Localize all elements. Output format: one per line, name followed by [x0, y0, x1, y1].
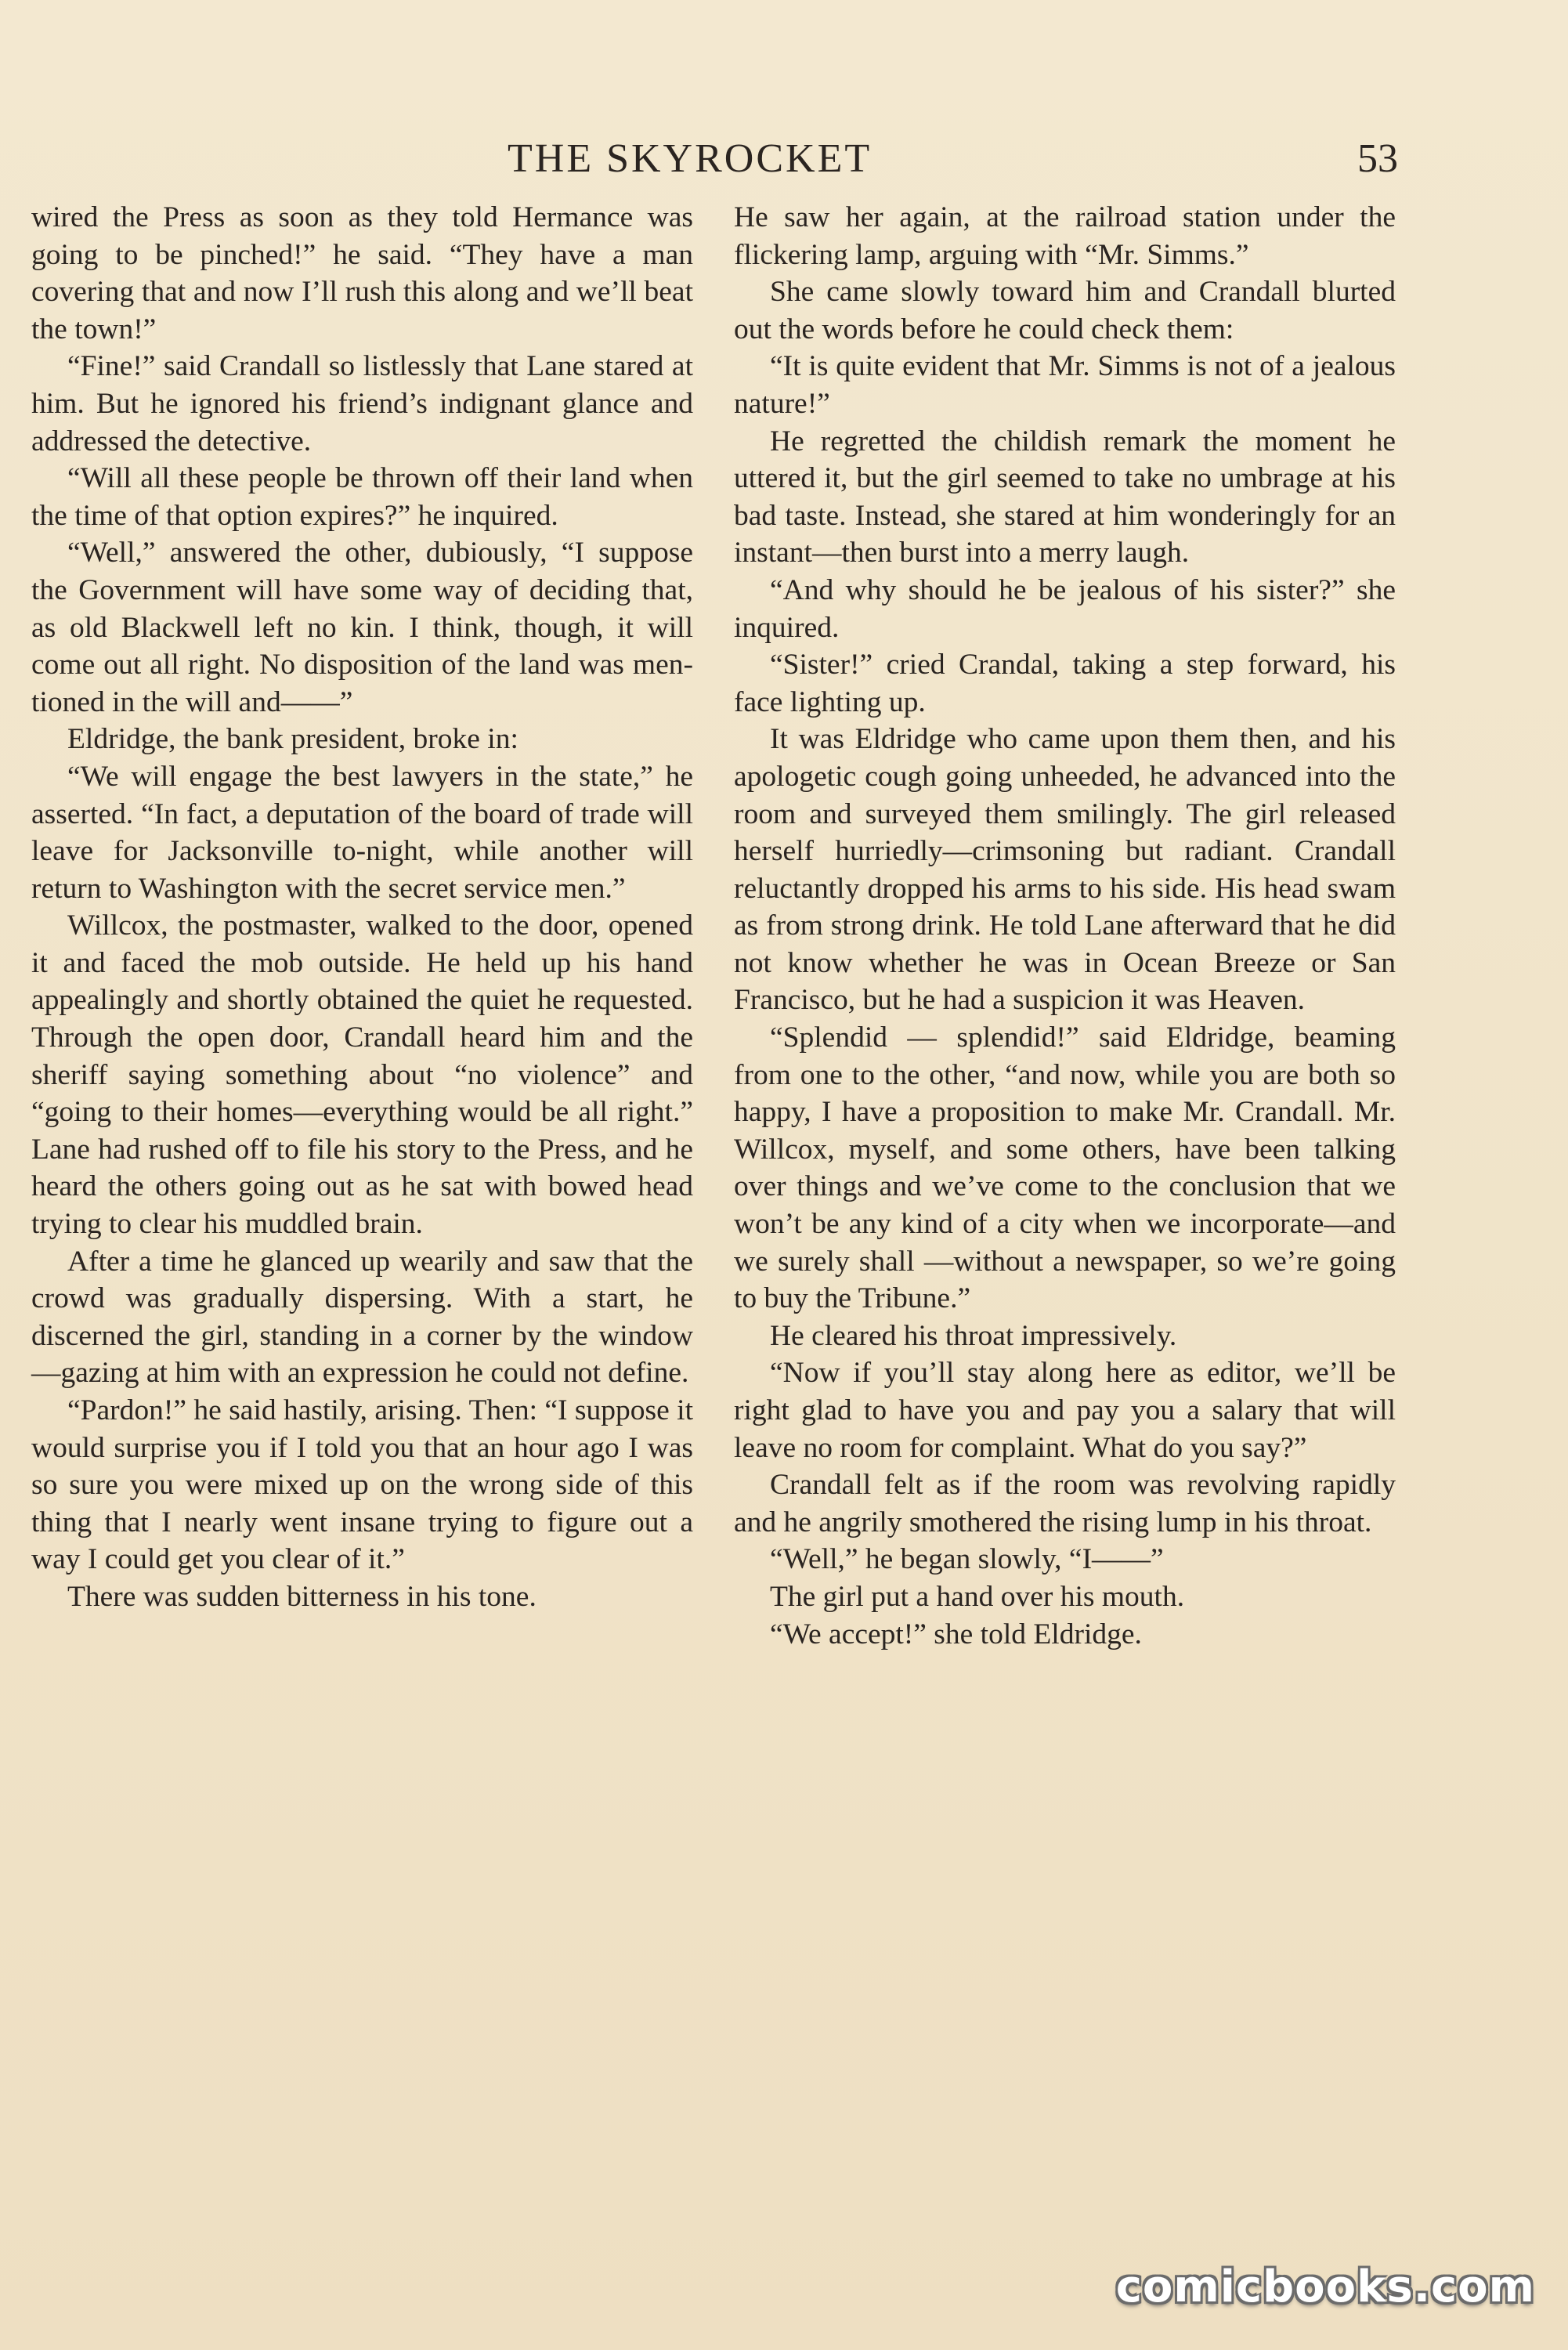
watermark-logo: comicbooks.com	[1115, 2261, 1535, 2312]
paragraph: “Fine!” said Crandall so listlessly that Lane stared at him. But he ignored his friend’s indignant glance and addressed the detective.	[31, 350, 693, 457]
paragraph: The girl put a hand over his mouth.	[770, 1580, 1185, 1613]
paragraph: “Well,” he began slowly, “I——”	[770, 1543, 1164, 1576]
paragraph: wired the Press as soon as they told Hermance was going to be pinched!” he said. “They have a man covering that and now I’ll rush this along and we’ll beat the town!”	[31, 201, 693, 345]
paragraph: “Now if you’ll stay along here as editor, we’ll be right glad to have you and pay you a salary that will leave no room for complaint. What do you say?”	[734, 1357, 1396, 1464]
paragraph: “We will engage the best lawyers in the state,” he asserted. “In fact, a deputation of the board of trade will leave for Jacksonville to-night, while another will return to Washington with the secret service men.”	[31, 760, 693, 905]
page-header	[31, 132, 1398, 186]
paragraph: “Pardon!” he said hastily, arising. Then: “I suppose it would surprise you if I told you that an hour ago I was so sure you were mixed up on the wrong side of this thing that I nearly went insane trying to figure out a way I could get you clear of it.”	[31, 1394, 693, 1576]
right-column	[734, 199, 1396, 1653]
paragraph: “Will all these people be thrown off their land when the time of that option expires?” he inquired.	[31, 462, 693, 532]
paragraph: There was sudden bitterness in his tone.	[67, 1580, 537, 1613]
paragraph: “And why should he be jealous of his sister?” she inquired.	[734, 573, 1396, 644]
paragraph: Eldridge, the bank president, broke in:	[67, 723, 518, 756]
paragraph: After a time he glanced up wearily and saw that the crowd was gradually dispersing. With a start, he discerned the girl, standing in a corner by the window—gazing at him with an expression he could not define.	[31, 1245, 693, 1390]
page-number: 53	[1357, 136, 1398, 181]
paragraph: He saw her again, at the railroad station under the flickering lamp, arguing with “Mr. Simms.”	[734, 201, 1396, 271]
paragraph: Willcox, the postmaster, walked to the door, opened it and faced the mob outside. He held up his hand appealingly and shortly obtained the quiet he requested. Through the open door, Crandall heard him and the sheriff saying something about “no violence” and “going to their homes—everything would be all right.” Lane had rushed off to file his story to the Press, and he heard the others going out as he sat with bowed head trying to clear his muddled brain.	[31, 909, 693, 1241]
paragraph: “Splendid — splendid!” said Eldridge, beaming from one to the other, “and now, while you are both so happy, I have a proposition to make Mr. Crandall. Mr. Willcox, myself, and some others, have been talking over things and we’ve come to the conclusion that we won’t be any kind of a city when we incorporate—and we surely shall —without a newspaper, so we’re going to buy the Tribune.”	[734, 1021, 1396, 1315]
paragraph: “Sister!” cried Crandal, taking a step forward, his face lighting up.	[734, 649, 1396, 718]
paragraph: He cleared his throat impressively.	[770, 1319, 1177, 1352]
running-title: THE SKYROCKET	[508, 136, 873, 181]
paragraph: It was Eldridge who came upon them then, and his apologetic cough going unheeded, he advanced into the room and surveyed them smilingly. The girl released herself hurriedly—crimsoning but radiant. Crandall reluctantly dropped his arms to his side. His head swam as from strong drink. He told Lane afterward that he did not know whether he was in Ocean Breeze or San Francisco, but he had a suspicion it was Heaven.	[734, 723, 1396, 1017]
paragraph: “Well,” answered the other, dubiously, “I suppose the Government will have some way of deciding that, as old Blackwell left no kin. I think, though, it will come out all right. No disposition of the land was mentioned in the will and——”	[31, 537, 693, 718]
paragraph: “We accept!” she told Eldridge.	[770, 1618, 1142, 1650]
paragraph: She came slowly toward him and Crandall blurted out the words before he could check them:	[734, 276, 1396, 345]
paragraph: Crandall felt as if the room was revolving rapidly and he angrily smothered the rising lump in his throat.	[734, 1469, 1396, 1538]
paragraph: “It is quite evident that Mr. Simms is not of a jealous nature!”	[734, 350, 1396, 420]
paragraph: He regretted the childish remark the moment he uttered it, but the girl seemed to take no umbrage at his bad taste. Instead, she stared at him wonderingly for an instant—then burst into a merry laugh.	[734, 425, 1396, 569]
left-column	[31, 199, 693, 1616]
